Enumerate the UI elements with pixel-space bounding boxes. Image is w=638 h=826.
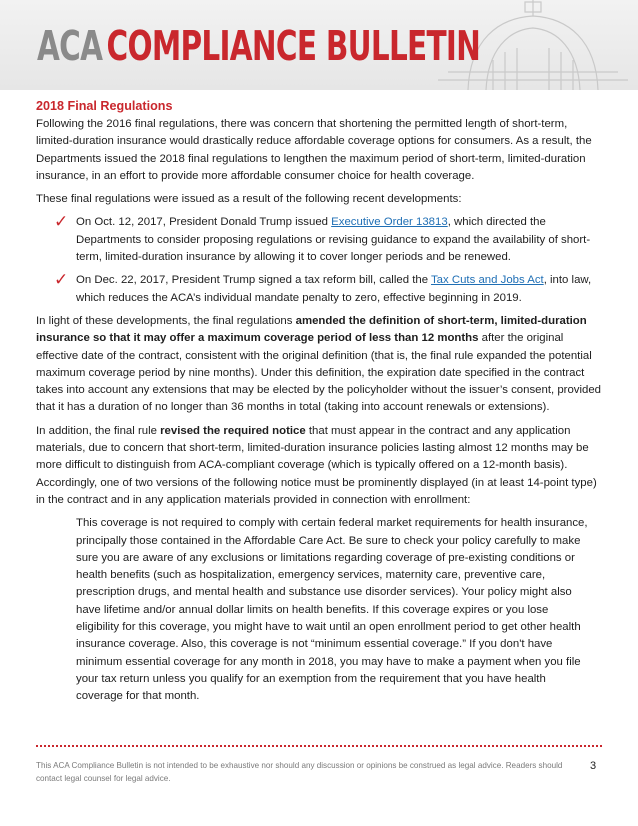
- list-item: ✓ On Oct. 12, 2017, President Donald Trump issued Executive Order 13813, which directed the Departments to consider proposing regulations or revising guidance to expand the availability of short-term, limited-duration insurance by allowing it to cover longer periods and be renewed.: [54, 212, 591, 264]
- checkmark-icon: ✓: [54, 270, 69, 291]
- executive-order-link[interactable]: Executive Order 13813: [331, 216, 448, 229]
- definition-emphasis: amended the definition of short-term, limited-duration insurance so that it may offer a maximum coverage period of less than 12 months: [36, 314, 587, 345]
- document-body: [36, 97, 604, 706]
- definition-paragraph: In light of these developments, the final regulations amended the definition of short-term, limited-duration insurance so that it may offer a maximum coverage period of less than 12 months after the original effective date of the contract, consistent with the original definition (that is, the final rule expanded the potential maximum coverage period by nine months). Under this definition, the expiration date specified in the contract takes into account any extensions that may be elected by the policyholder without the issuer’s consent, provided that it has a duration of no longer than 36 months in total (taking into account renewals or extensions).: [36, 314, 602, 414]
- list-item: ✓ On Dec. 22, 2017, President Trump signed a tax reform bill, called the Tax Cuts and Jobs Act, into law, which reduces the ACA’s individual mandate penalty to zero, effective beginning in 2019.: [54, 270, 592, 304]
- page-number: 3: [590, 760, 597, 772]
- title-main: COMPLIANCE BULLETIN: [106, 22, 481, 70]
- intro-paragraph: Following the 2016 final regulations, there was concern that shortening the permitted length of short-term, limited-duration insurance would drastically reduce affordable coverage options for consumers. As a result, the Departments issued the 2018 final regulations to lengthen the maximum period of short-term, limited-duration insurance, in an effort to provide more affordable consumer choice for health coverage.: [36, 118, 592, 182]
- title-prefix: ACA: [37, 22, 103, 70]
- header-banner: [0, 0, 638, 90]
- notice-paragraph: In addition, the final rule revised the required notice that must appear in the contract and any application materials, due to concern that short-term, limited-duration insurance policies lasting almost 12 months may be more difficult to distinguish from ACA-compliant coverage (which is typically offered on a 12-month basis). Accordingly, one of two versions of the following notice must be prominently displayed (in at least 14-point type) in the contract and in any application materials provided in connection with enrollment:: [36, 424, 597, 506]
- notice-emphasis: revised the required notice: [160, 424, 306, 437]
- footer-divider: [36, 745, 602, 747]
- checkmark-icon: ✓: [54, 212, 69, 233]
- footer-disclaimer: This ACA Compliance Bulletin is not intended to be exhaustive nor should any discussion or opinions be construed as legal advice. Readers should contact legal counsel for legal advice.: [36, 761, 563, 783]
- tax-cuts-act-link[interactable]: Tax Cuts and Jobs Act: [430, 274, 544, 287]
- section-title: 2018 Final Regulations: [36, 99, 173, 113]
- required-notice-quote: This coverage is not required to comply with certain federal market requirements for health insurance, principally those contained in the Affordable Care Act. Be sure to check your policy carefully to make sure you are aware of any exclusions or limitations regarding coverage of pre-existing conditions or health benefits (such as hospitalization, emergency services, maternity care, preventive care, prescription drugs, and mental health and substance use disorder services). Your policy might also have lifetime and/or annual dollar limits on health benefits. If this coverage expires or you lose eligibility for this coverage, you might have to wait until an open enrollment period to get other health insurance coverage. Also, this coverage is not “minimum essential coverage.” If you don't have minimum essential coverage for any month in 2018, you may have to make a payment when you file your tax return unless you qualify for an exemption from the requirement that you have health coverage for that month.: [76, 517, 588, 703]
- developments-intro: These final regulations were issued as a result of the following recent developments:: [36, 193, 462, 206]
- bulletin-title: [37, 22, 480, 70]
